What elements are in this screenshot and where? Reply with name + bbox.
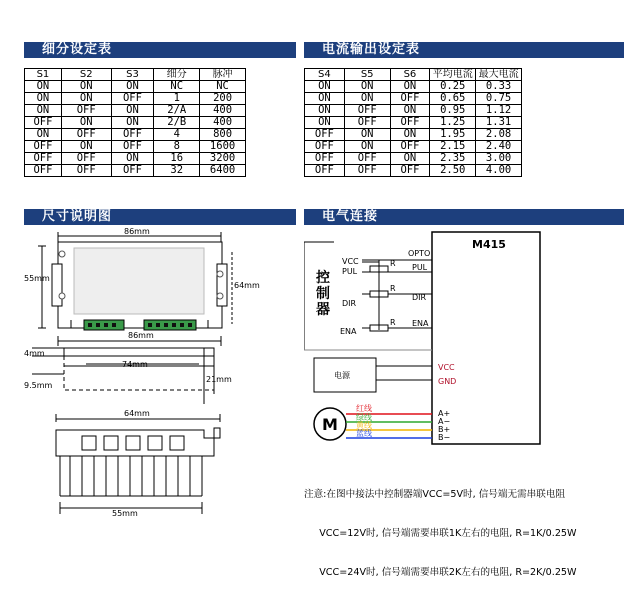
dimensions-section-title: 尺寸说明图 <box>24 209 296 225</box>
dim-base-width: 55mm <box>112 509 138 518</box>
subdivision-cell: OFF <box>61 129 111 141</box>
power-pin-vcc: VCC <box>438 363 455 372</box>
subdivision-row <box>25 93 246 105</box>
motor-pin-a-plus: A+ <box>438 409 451 418</box>
subdivision-cell: OFF <box>25 141 62 153</box>
motor-pin-b-plus: B+ <box>438 425 451 434</box>
current-cell: OFF <box>390 117 430 129</box>
subdivision-row <box>25 105 246 117</box>
subdivision-cell: ON <box>111 153 154 165</box>
current-cell: ON <box>305 93 345 105</box>
wire-label-red: 红线 <box>356 404 372 413</box>
current-row <box>305 141 522 153</box>
subdivision-section-title: 细分设定表 <box>24 42 296 58</box>
current-cell: ON <box>305 117 345 129</box>
current-cell: 4.00 <box>476 165 522 177</box>
current-cell: OFF <box>390 93 430 105</box>
current-row <box>305 117 522 129</box>
subdivision-cell: OFF <box>61 165 111 177</box>
controller-pin-dir: DIR <box>342 299 357 308</box>
note-line-1: 注意:在图中接法中控制器端VCC=5V时, 信号端无需串联电阻 <box>304 489 566 500</box>
wiring-section-title: 电气连接 <box>304 209 624 225</box>
wiring-notes <box>304 462 577 592</box>
subdivision-row <box>25 81 246 93</box>
dim-side-height: 21mm <box>206 375 232 384</box>
driver-pin-pul: PUL <box>412 263 428 272</box>
subdivision-cell: ON <box>61 141 111 153</box>
model-label: M415 <box>472 238 506 251</box>
subdivision-table <box>24 68 246 177</box>
subdivision-cell: OFF <box>61 153 111 165</box>
current-cell: OFF <box>344 153 390 165</box>
driver-pin-opto: OPTO <box>408 249 431 258</box>
dim-small-height: 4mm <box>24 349 45 358</box>
current-cell: 1.95 <box>430 129 476 141</box>
current-row <box>305 153 522 165</box>
current-cell: ON <box>344 141 390 153</box>
subdivision-cell: 16 <box>154 153 200 165</box>
subdivision-cell: ON <box>61 117 111 129</box>
subdivision-cell: 1600 <box>200 141 246 153</box>
current-header-cell: S6 <box>390 69 430 81</box>
motor-icon: M <box>322 415 338 434</box>
subdivision-cell: 1 <box>154 93 200 105</box>
subdivision-cell: 400 <box>200 105 246 117</box>
current-row <box>305 93 522 105</box>
subdivision-cell: ON <box>61 81 111 93</box>
controller-pin-ena: ENA <box>340 327 357 336</box>
current-table <box>304 68 522 177</box>
dim-sink-width: 64mm <box>124 409 150 418</box>
subdivision-cell: NC <box>154 81 200 93</box>
current-row <box>305 105 522 117</box>
subdivision-header-cell: 细分 <box>154 69 200 81</box>
dimension-drawing <box>24 224 296 524</box>
subdivision-cell: 4 <box>154 129 200 141</box>
current-cell: ON <box>344 93 390 105</box>
controller-pin-pul: PUL <box>342 267 358 276</box>
subdivision-header-cell: 脉冲 <box>200 69 246 81</box>
current-cell: 1.25 <box>430 117 476 129</box>
current-cell: 0.75 <box>476 93 522 105</box>
subdivision-cell: OFF <box>25 117 62 129</box>
resistor-label-2: R <box>390 284 396 293</box>
current-cell: 3.00 <box>476 153 522 165</box>
current-cell: OFF <box>305 165 345 177</box>
current-cell: 0.95 <box>430 105 476 117</box>
dim-mid-width: 86mm <box>128 331 154 340</box>
current-cell: 0.65 <box>430 93 476 105</box>
current-cell: ON <box>344 81 390 93</box>
subdivision-cell: 200 <box>200 93 246 105</box>
current-cell: OFF <box>305 153 345 165</box>
current-cell: ON <box>390 81 430 93</box>
dim-height-right: 64mm <box>234 281 260 290</box>
subdivision-cell: OFF <box>25 165 62 177</box>
motor-pin-b-minus: B− <box>438 433 451 442</box>
subdivision-cell: OFF <box>25 153 62 165</box>
subdivision-cell: 2/A <box>154 105 200 117</box>
controller-label-3: 器 <box>316 302 330 318</box>
current-cell: 2.50 <box>430 165 476 177</box>
subdivision-cell: ON <box>25 93 62 105</box>
controller-label-2: 制 <box>316 286 330 302</box>
current-cell: OFF <box>344 165 390 177</box>
subdivision-cell: 800 <box>200 129 246 141</box>
current-cell: 0.33 <box>476 81 522 93</box>
subdivision-header-row <box>25 69 246 81</box>
subdivision-cell: ON <box>61 93 111 105</box>
controller-pin-vcc: VCC <box>342 257 359 266</box>
current-cell: ON <box>305 81 345 93</box>
terminal-block-left <box>84 320 124 330</box>
dim-top-width: 86mm <box>124 227 150 236</box>
current-row <box>305 165 522 177</box>
subdivision-cell: 3200 <box>200 153 246 165</box>
current-cell: OFF <box>390 141 430 153</box>
subdivision-row <box>25 141 246 153</box>
note-line-2: VCC=12V时, 信号端需要串联1K左右的电阻, R=1K/0.25W <box>304 528 577 539</box>
terminal-block-right <box>144 320 196 330</box>
current-header-cell: 平均电流 <box>430 69 476 81</box>
current-row <box>305 81 522 93</box>
subdivision-cell: 32 <box>154 165 200 177</box>
subdivision-header-cell: S3 <box>111 69 154 81</box>
current-cell: 1.31 <box>476 117 522 129</box>
subdivision-cell: NC <box>200 81 246 93</box>
dim-height-left: 55mm <box>24 274 50 283</box>
wire-label-yellow: 黄线 <box>356 421 372 430</box>
driver-pin-ena: ENA <box>412 319 429 328</box>
current-header-cell: 最大电流 <box>476 69 522 81</box>
current-section-title: 电流输出设定表 <box>304 42 624 58</box>
current-cell: ON <box>305 105 345 117</box>
subdivision-cell: OFF <box>111 165 154 177</box>
subdivision-cell: ON <box>25 129 62 141</box>
note-line-3: VCC=24V时, 信号端需要串联2K左右的电阻, R=2K/0.25W <box>304 567 577 578</box>
wire-label-green: 绿线 <box>356 413 372 422</box>
current-cell: 2.08 <box>476 129 522 141</box>
resistor-label-1: R <box>390 259 396 268</box>
subdivision-cell: 6400 <box>200 165 246 177</box>
current-cell: ON <box>390 129 430 141</box>
subdivision-cell: 2/B <box>154 117 200 129</box>
current-cell: ON <box>390 105 430 117</box>
subdivision-row <box>25 153 246 165</box>
current-row <box>305 129 522 141</box>
current-cell: OFF <box>344 105 390 117</box>
subdivision-cell: ON <box>111 105 154 117</box>
subdivision-cell: ON <box>25 105 62 117</box>
current-cell: OFF <box>305 141 345 153</box>
current-cell: ON <box>344 129 390 141</box>
driver-pin-dir: DIR <box>412 293 427 302</box>
controller-label-1: 控 <box>316 270 330 286</box>
motor-pin-a-minus: A− <box>438 417 451 426</box>
current-cell: 0.25 <box>430 81 476 93</box>
current-header-cell: S4 <box>305 69 345 81</box>
subdivision-cell: ON <box>25 81 62 93</box>
current-header-row <box>305 69 522 81</box>
current-cell: 1.12 <box>476 105 522 117</box>
subdivision-cell: ON <box>111 81 154 93</box>
subdivision-cell: OFF <box>111 93 154 105</box>
current-cell: 2.40 <box>476 141 522 153</box>
current-cell: OFF <box>390 165 430 177</box>
wire-label-blue: 蓝线 <box>356 429 372 438</box>
dim-offset: 9.5mm <box>24 381 53 390</box>
subdivision-row <box>25 129 246 141</box>
subdivision-cell: ON <box>111 117 154 129</box>
current-cell: 2.35 <box>430 153 476 165</box>
subdivision-cell: OFF <box>61 105 111 117</box>
current-cell: OFF <box>305 129 345 141</box>
current-cell: 2.15 <box>430 141 476 153</box>
current-cell: OFF <box>344 117 390 129</box>
current-header-cell: S5 <box>344 69 390 81</box>
subdivision-header-cell: S2 <box>61 69 111 81</box>
subdivision-cell: OFF <box>111 141 154 153</box>
wiring-diagram <box>304 224 640 460</box>
power-label: 电源 <box>334 371 350 380</box>
subdivision-header-cell: S1 <box>25 69 62 81</box>
resistor-label-3: R <box>390 318 396 327</box>
subdivision-cell: 400 <box>200 117 246 129</box>
power-pin-gnd: GND <box>438 377 457 386</box>
subdivision-row <box>25 117 246 129</box>
subdivision-cell: OFF <box>111 129 154 141</box>
current-cell: ON <box>390 153 430 165</box>
dim-hole-span: 74mm <box>122 360 148 369</box>
subdivision-cell: 8 <box>154 141 200 153</box>
subdivision-row <box>25 165 246 177</box>
